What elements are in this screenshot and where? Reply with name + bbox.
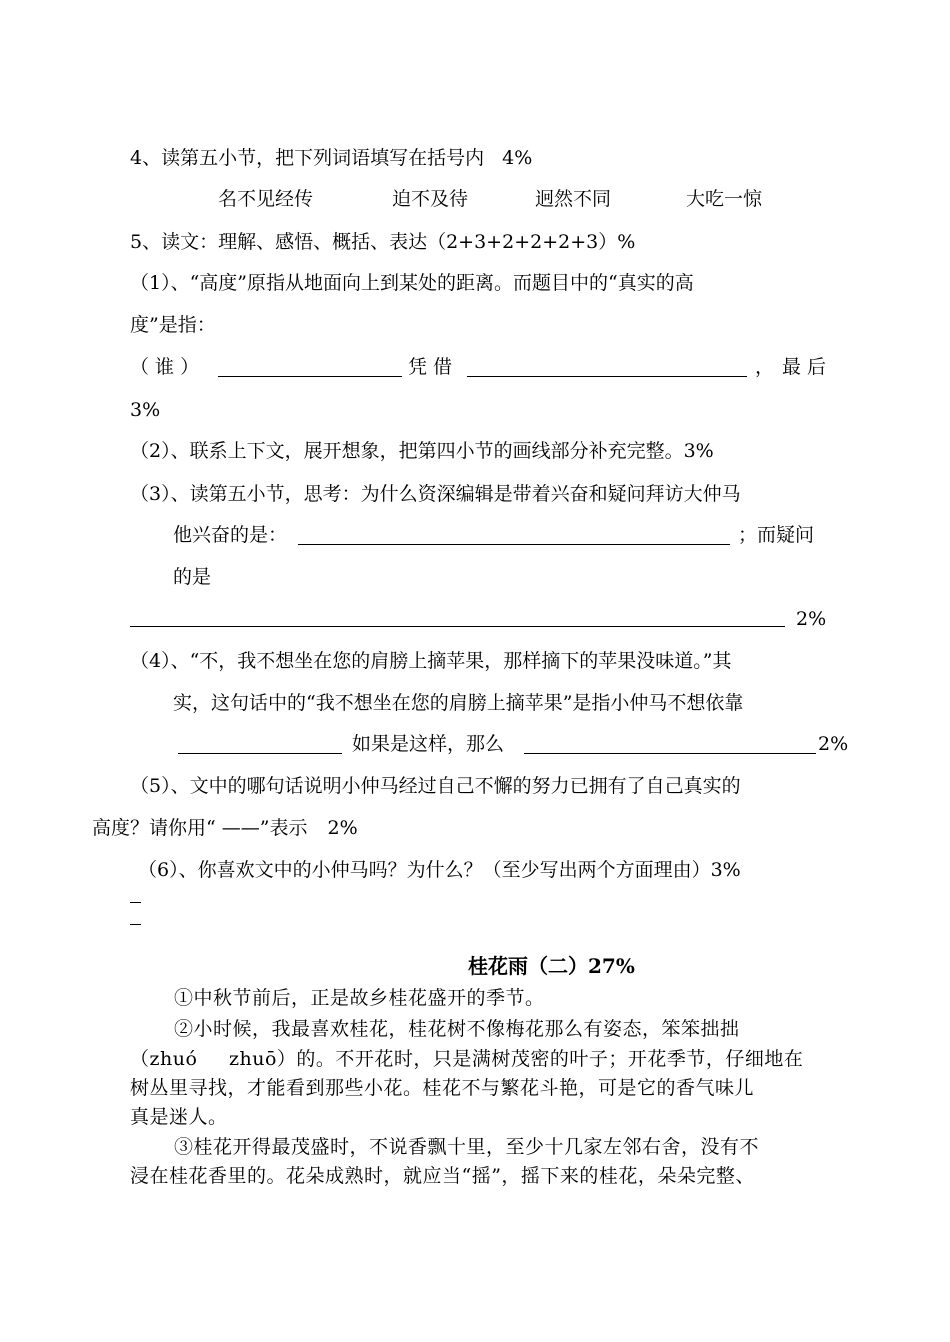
s4-if: 如果是这样，那么 [352, 733, 505, 755]
s5-score: 2% [327, 817, 358, 839]
q4-line [130, 145, 532, 171]
passage-p2-line2b: zhuō）的。不开花时，只是满树茂密的叶子；开花季节，仔细地在 [229, 1048, 804, 1070]
passage-p1: ①中秋节前后，正是故乡桂花盛开的季节。 [174, 987, 545, 1009]
s4-line2: 实，这句话中的“我不想坐在您的肩膀上摘苹果”是指小仲马不想依靠 [173, 692, 744, 714]
s4-then-blank[interactable] [524, 733, 816, 754]
passage-title: 桂花雨（二）27% [468, 954, 635, 978]
s4-line1: （4）、“不，我不想坐在您的肩膀上摘苹果，那样摘下的苹果没味道。”其 [130, 650, 732, 672]
s1-score: 3% [130, 399, 161, 421]
q4-word-3: 迥然不同 [535, 188, 612, 210]
passage-p3-line1: ③桂花开得最茂盛时，不说香飘十里，至少十几家左邻右舍，没有不 [174, 1136, 760, 1158]
s5-line2 [92, 815, 358, 841]
s1-finally: 最 后 [782, 356, 827, 378]
q4-text: 4、读第五小节，把下列词语填写在括号内 [130, 147, 485, 169]
s3-doubt: ；而疑问 [738, 524, 815, 546]
s4-rely-blank[interactable] [178, 733, 342, 754]
s1-rely: 凭 借 [408, 356, 453, 378]
q4-word-4: 大吃一惊 [686, 188, 763, 210]
q5-heading: 5、读文：理解、感悟、概括、表达（2+3+2+2+2+3）% [130, 231, 636, 253]
s6-answer-line-1[interactable] [130, 902, 141, 903]
passage-p2-line2a: （zhuó [130, 1048, 198, 1070]
s1-rely-blank[interactable] [467, 356, 747, 377]
passage-p2-line4: 真是迷人。 [130, 1106, 228, 1128]
passage-p3-line2: 浸在桂花香里的。花朵成熟时，就应当“摇”，摇下来的桂花，朵朵完整、 [130, 1165, 755, 1187]
s5-line2-text: 高度？请你用“ ——”表示 [92, 817, 308, 839]
s2-text: （2）、联系上下文，展开想象，把第四小节的画线部分补充完整。3% [130, 440, 714, 462]
passage-p2-line1: ②小时候，我最喜欢桂花，桂花树不像梅花那么有姿态，笨笨拙拙 [174, 1018, 740, 1040]
s1-line2: 度”是指： [130, 314, 216, 336]
s5-line1: （5）、文中的哪句话说明小仲马经过自己不懈的努力已拥有了自己真实的 [130, 775, 741, 797]
s3-excited-blank[interactable] [298, 524, 730, 545]
s3-excited: 他兴奋的是： [173, 524, 288, 546]
s6-text: （6）、你喜欢文中的小仲马吗？为什么？（至少写出两个方面理由）3% [138, 859, 741, 881]
s3-doubt-blank[interactable] [130, 626, 785, 627]
s4-score: 2% [818, 733, 849, 755]
s1-who: （ 谁 ） [130, 356, 200, 378]
s1-line1: （1）、“高度”原指从地面向上到某处的距离。而题目中的“真实的高 [130, 272, 694, 294]
s3-line1: （3）、读第五小节，思考：为什么资深编辑是带着兴奋和疑问拜访大仲马 [130, 483, 741, 505]
s1-who-blank[interactable] [218, 356, 402, 377]
s3-score: 2% [796, 608, 827, 630]
s3-doubt2: 的是 [173, 566, 212, 588]
q4-word-1: 名不见经传 [218, 188, 314, 210]
q4-score: 4% [502, 147, 533, 169]
passage-p2-line3: 树丛里寻找，才能看到那些小花。桂花不与繁花斗艳，可是它的香气味儿 [130, 1077, 755, 1099]
q4-word-2: 迫不及待 [392, 188, 469, 210]
s1-comma: ， [755, 356, 775, 378]
s6-answer-line-2[interactable] [130, 924, 141, 925]
